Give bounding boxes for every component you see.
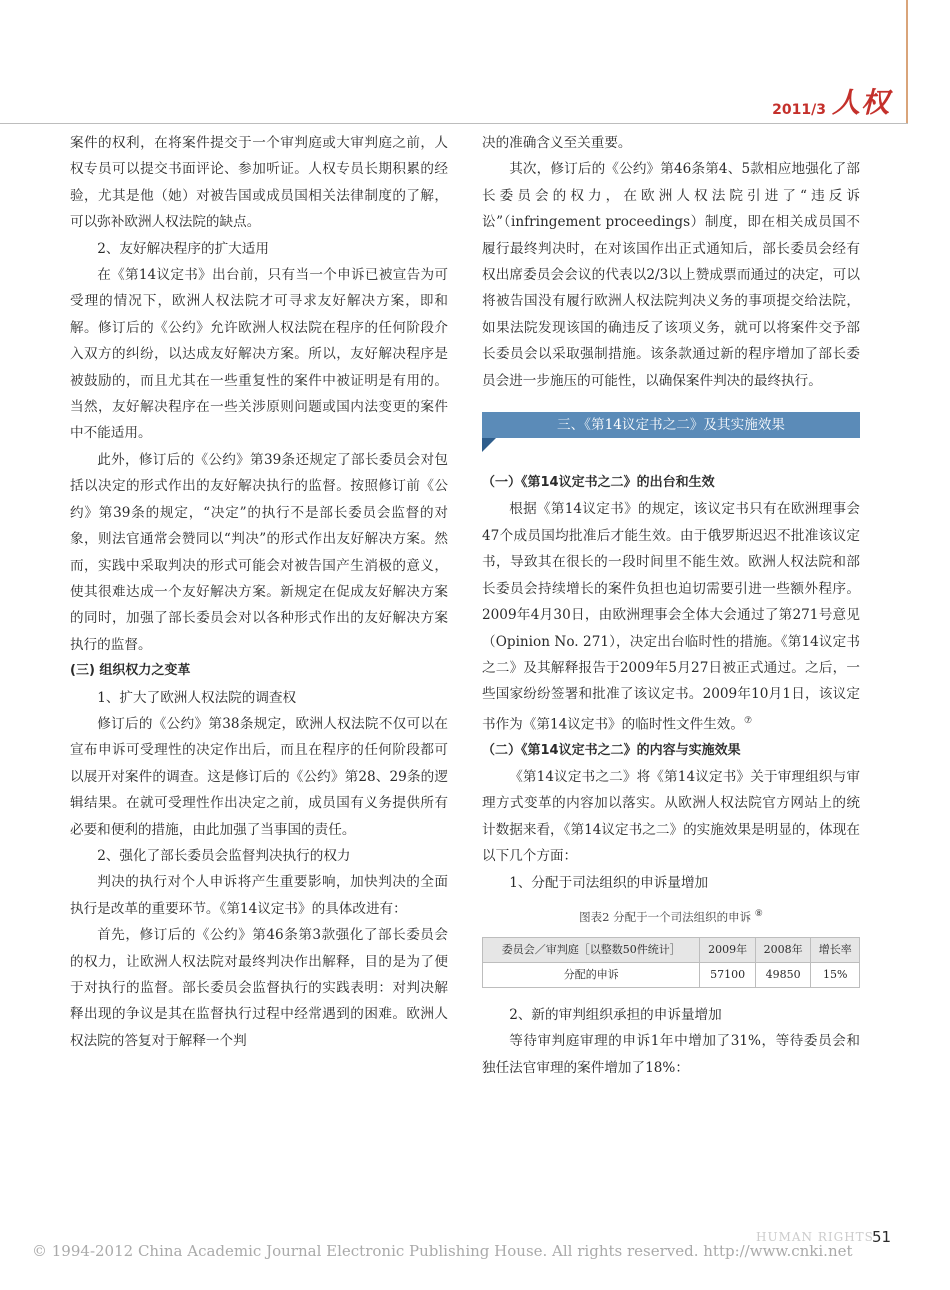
subsection-heading: （二）《第14议定书之二》的内容与实施效果 bbox=[482, 742, 741, 758]
right-column-mid bbox=[482, 470, 860, 896]
header-accent-line bbox=[906, 0, 908, 124]
subsection-heading: （一）《第14议定书之二》的出台和生效 bbox=[482, 475, 715, 491]
right-column-bottom bbox=[482, 1002, 860, 1081]
journal-label: HUMAN RIGHTS bbox=[756, 1230, 874, 1244]
footnote-marker: ⑦ bbox=[743, 715, 753, 726]
data-table bbox=[482, 937, 860, 988]
paragraph: 修订后的《公约》第38条规定，欧洲人权法院不仅可以在宣布申诉可受理性的决定作出后，而且在程序的任何阶段都可以展开对案件的调查。这是修订后的《公约》第28、29条的逻辑结果。在就可受理性作出决定之前，成员国有义务提供所有必要和便利的措施，由此加强了当事国的责任。 bbox=[70, 715, 448, 838]
paragraph: 《第14议定书之二》将《第14议定书》关于审理组织与审理方式变革的内容加以落实。从欧洲人权法院官方网站上的统计数据来看，《第14议定书之二》的实施效果是明显的，体现在以下几个方面： bbox=[482, 769, 860, 865]
table-cell: 15% bbox=[811, 962, 860, 987]
table-cell: 49850 bbox=[755, 962, 811, 987]
table-row bbox=[483, 962, 860, 987]
footer bbox=[0, 1228, 950, 1272]
numbered-subheading: 2、强化了部长委员会监督判决执行的权力 bbox=[97, 847, 351, 864]
table-header-cell: 2009年 bbox=[700, 937, 756, 962]
table-header-cell: 增长率 bbox=[811, 937, 860, 962]
table-cell: 分配的申诉 bbox=[483, 962, 700, 987]
table-header-cell: 2008年 bbox=[755, 937, 811, 962]
paragraph: 决的准确含义至关重要。 bbox=[482, 135, 632, 151]
numbered-subheading: 2、友好解决程序的扩大适用 bbox=[97, 240, 269, 257]
numbered-subheading: 2、新的审判组织承担的申诉量增加 bbox=[509, 1006, 722, 1023]
numbered-subheading: 1、扩大了欧洲人权法院的调查权 bbox=[97, 689, 297, 706]
paragraph: 此外，修订后的《公约》第39条还规定了部长委员会对包括以决定的形式作出的友好解决执行的监督。按照修订前《公约》第39条的规定，“决定”的执行不是部长委员会监督的对象，则法官通常会赞同以“判决”的形式作出友好解决方案。然而，实践中采取判决的形式可能会对被告国产生消极的意义，使其很难达成一个友好解决方案。新规定在促成友好解决方案的同时，加强了部长委员会对以各种形式作出的友好解决方案执行的监督。 bbox=[70, 451, 448, 653]
header-rule bbox=[0, 123, 908, 124]
paragraph: 首先，修订后的《公约》第46条第3款强化了部长委员会的权力，让欧洲人权法院对最终判决作出解释，目的是为了便于对执行的监督。部长委员会监督执行的实践表明：对判决解释出现的争议是其在监督执行过程中经常遇到的困难。欧洲人权法院的答复对于解释一个判 bbox=[70, 927, 448, 1049]
paragraph: 其次，修订后的《公约》第46条第4、5款相应地强化了部长委员会的权力，在欧洲人权法院引进了“违反诉讼”（infringement proceedings）制度，即在相关成员国不履行最终判决时，在对该国作出正式通知后，部长委员会经有权出席委员会会议的代表以2/3以上赞成票而通过的决定，可以将被告国没有履行欧洲人权法院判决义务的事项提交给法院，如果法院发现该国的确违反了该项义务，就可以将案件交予部长委员会以采取强制措施。该条款通过新的程序增加了部长委员会进一步施压的可能性，以确保案件判决的最终执行。 bbox=[482, 161, 860, 389]
running-header bbox=[772, 88, 890, 118]
table-header-cell: 委员会／审判庭［以整数50件统计］ bbox=[483, 937, 700, 962]
table-caption-note: ⑧ bbox=[754, 909, 763, 920]
table-cell: 57100 bbox=[700, 962, 756, 987]
paragraph: 根据《第14议定书》的规定，该议定书只有在欧洲理事会47个成员国均批准后才能生效。由于俄罗斯迟迟不批准该议定书，导致其在很长的一段时间里不能生效。欧洲人权法院和部长委员会持续增长的案件负担也迫切需要引进一些额外程序。2009年4月30日，由欧洲理事会全体大会通过了第271号意见（Opinion No. 271），决定出台临时性的措施。《第14议定书之二》及其解释报告于2009年5月27日被正式通过。之后，一些国家纷纷签署和批准了该议定书。2009年10月1日，该议定书作为《第14议定书》的临时性文件生效。⑦ bbox=[482, 501, 860, 733]
magazine-logo: 人权 bbox=[831, 86, 890, 119]
subsection-heading: (三) 组织权力之变革 bbox=[70, 663, 191, 679]
paragraph: 判决的执行对个人申诉将产生重要影响，加快判决的全面执行是改革的重要环节。《第14议定书》的具体改进有： bbox=[70, 874, 448, 917]
paragraph: 案件的权利，在将案件提交于一个审判庭或大审判庭之前，人权专员可以提交书面评论、参加听证。人权专员长期积累的经验，尤其是他（她）对被告国或成员国相关法律制度的了解，可以弥补欧洲人权法院的缺点。 bbox=[70, 135, 448, 231]
right-column bbox=[482, 130, 860, 1081]
right-column-top bbox=[482, 130, 860, 394]
table-caption bbox=[482, 904, 860, 927]
issue-number: 2011/3 bbox=[772, 102, 826, 118]
table-header-row bbox=[483, 937, 860, 962]
paragraph: 在《第14议定书》出台前，只有当一个申诉已被宣告为可受理的情况下，欧洲人权法院才可寻求友好解决方案，即和解。修订后的《公约》允许欧洲人权法院在程序的任何阶段介入双方的纠纷，以达成友好解决方案。所以，友好解决程序是被鼓励的，而且尤其在一些重复性的案件中被证明是有用的。当然，友好解决程序在一些关涉原则问题或国内法变更的案件中不能适用。 bbox=[70, 267, 448, 442]
paragraph: 等待审判庭审理的申诉1年中增加了31%，等待委员会和独任法官审理的案件增加了18%： bbox=[482, 1033, 860, 1076]
numbered-subheading: 1、分配于司法组织的申诉量增加 bbox=[509, 874, 709, 891]
section-heading-tab bbox=[482, 438, 496, 452]
section-heading: 三、《第14议定书之二》及其实施效果 bbox=[482, 412, 860, 438]
left-column bbox=[70, 130, 448, 1054]
page-number: 51 bbox=[872, 1228, 892, 1246]
copyright-notice: © 1994-2012 China Academic Journal Electronic Publishing House. All rights reserved. http://www.cnki.net bbox=[32, 1242, 853, 1260]
table-caption-text: 图表2 分配于一个司法组织的申诉 bbox=[579, 909, 752, 924]
